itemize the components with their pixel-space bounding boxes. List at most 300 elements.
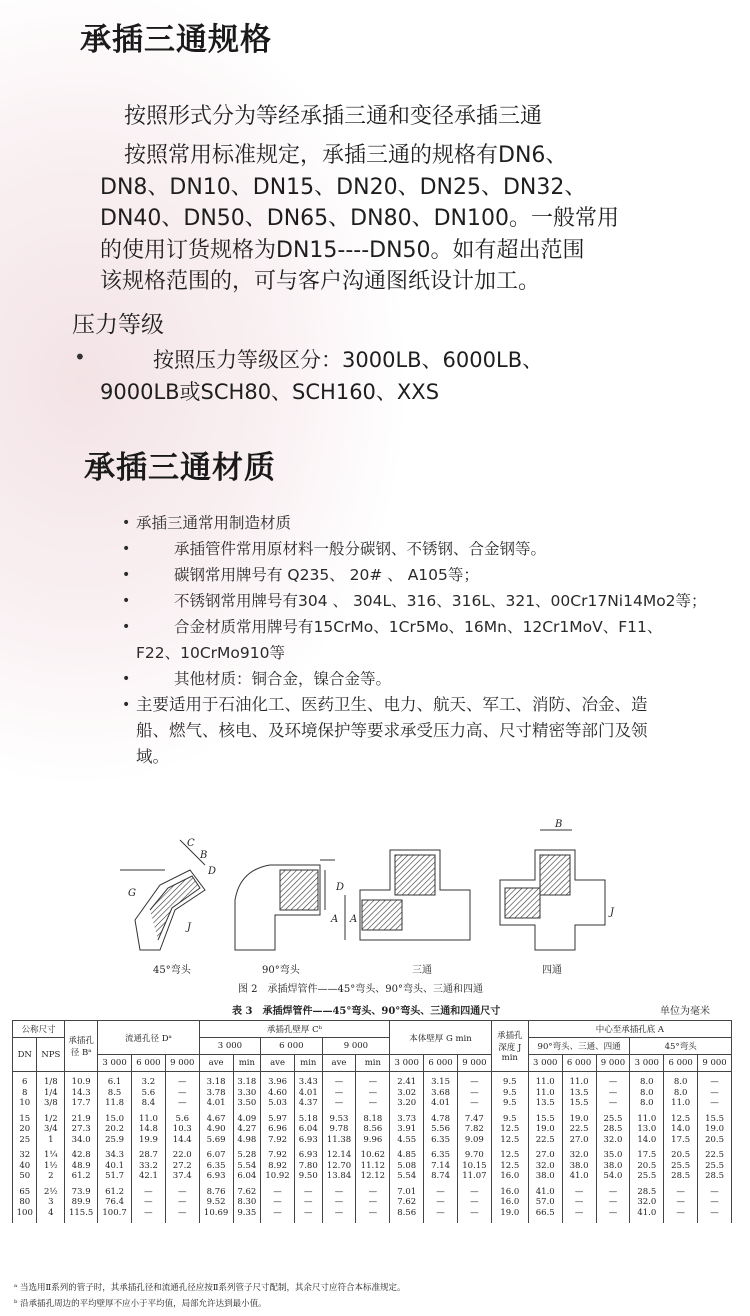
table-cell: 27.0 xyxy=(528,1150,562,1161)
table-cell: 15.5 xyxy=(562,1098,596,1109)
table-cell: 27.2 xyxy=(165,1161,199,1172)
table-cell: 25 xyxy=(13,1135,37,1146)
table-cell: 6.07 xyxy=(199,1150,233,1161)
drawing-panel xyxy=(0,790,750,1316)
table-cell: 7.01 xyxy=(390,1187,424,1198)
list-item-continuation: 船、燃气、核电、及环境保护等要求承受压力高、尺寸精密等部门及领 xyxy=(136,721,648,740)
table-row xyxy=(13,1171,732,1182)
table-cell: 13.5 xyxy=(562,1088,596,1099)
table-cell: 8.74 xyxy=(424,1171,458,1182)
pressure-line-1: 按照压力等级区分：3000LB、6000LB、 xyxy=(153,348,544,372)
label-a: A xyxy=(350,914,358,925)
table-cell: 8.30 xyxy=(233,1197,261,1208)
table-cell: — xyxy=(457,1098,491,1109)
table-cell: 7.47 xyxy=(457,1114,491,1125)
table-cell: 19.9 xyxy=(131,1135,165,1146)
table-cell: — xyxy=(596,1098,630,1109)
table-row xyxy=(13,1088,732,1099)
table-cell: 19.0 xyxy=(562,1114,596,1125)
table-cell: 5.69 xyxy=(199,1135,233,1146)
table-cell: 100.7 xyxy=(98,1208,132,1219)
table-cell: 4.01 xyxy=(199,1098,233,1109)
table-cell: 9.52 xyxy=(199,1197,233,1208)
table-cell: 4.09 xyxy=(233,1114,261,1125)
table-cell: 9.5 xyxy=(491,1088,528,1099)
table-cell: 4.27 xyxy=(233,1124,261,1135)
table-cell: 9.5 xyxy=(491,1077,528,1088)
table-cell: 20.2 xyxy=(98,1124,132,1135)
table-cell: 32.0 xyxy=(528,1161,562,1172)
table-cell: 6.93 xyxy=(199,1171,233,1182)
table-cell: 4.01 xyxy=(294,1088,322,1099)
table-row xyxy=(13,1114,732,1125)
table-body xyxy=(13,1072,732,1224)
label-j: J xyxy=(610,907,615,918)
table-unit: 单位为毫米 xyxy=(660,1006,710,1017)
table-cell: 42.8 xyxy=(65,1150,98,1161)
table-cell: 11.0 xyxy=(630,1114,664,1125)
table-cell: 17.7 xyxy=(65,1098,98,1109)
table-cell: 38.0 xyxy=(562,1161,596,1172)
table-cell: 12.5 xyxy=(664,1114,698,1125)
table-cell: 25.5 xyxy=(630,1171,664,1182)
table-cell: 5.28 xyxy=(233,1150,261,1161)
table-cell: — xyxy=(322,1088,356,1099)
table-cell: 11.07 xyxy=(457,1171,491,1182)
list-item: • 承插管件常用原材料一般分碳钢、不锈钢、合金钢等。 xyxy=(174,536,707,562)
table-cell: 34.3 xyxy=(98,1150,132,1161)
table-cell: — xyxy=(596,1187,630,1198)
list-item: • 不锈钢常用牌号有304 、 304L、316、316L、321、00Cr17Ni14Mo2等； xyxy=(174,588,707,614)
table-cell: 6.35 xyxy=(424,1150,458,1161)
table-cell: 37.4 xyxy=(165,1171,199,1182)
table-cell: 7.62 xyxy=(390,1197,424,1208)
table-cell: 4.90 xyxy=(199,1124,233,1135)
table-cell: 6.35 xyxy=(199,1161,233,1172)
table-cell: 4.55 xyxy=(390,1135,424,1146)
table-cell: 5.03 xyxy=(261,1098,295,1109)
table-cell: 42.1 xyxy=(131,1171,165,1182)
table-cell: 54.0 xyxy=(596,1171,630,1182)
table-cell: 3/4 xyxy=(37,1124,65,1135)
table-cell: 8.56 xyxy=(356,1124,390,1135)
table-cell: — xyxy=(596,1197,630,1208)
bullet-icon: • xyxy=(74,345,86,369)
table-cell: 7.92 xyxy=(261,1135,295,1146)
table-cell: 4.01 xyxy=(424,1098,458,1109)
table-cell: 51.7 xyxy=(98,1171,132,1182)
table-cell: 28.5 xyxy=(630,1187,664,1198)
table-cell: — xyxy=(165,1077,199,1088)
table-cell: 32 xyxy=(13,1150,37,1161)
table-cell: 5.08 xyxy=(390,1161,424,1172)
table-cell: — xyxy=(356,1208,390,1219)
table-cell: 1/4 xyxy=(37,1088,65,1099)
table-cell: 14.8 xyxy=(131,1124,165,1135)
table-cell: 9.5 xyxy=(491,1114,528,1125)
table-row xyxy=(13,1197,732,1208)
table-cell: 1½ xyxy=(37,1161,65,1172)
table-cell: 12.5 xyxy=(491,1150,528,1161)
table-cell: — xyxy=(424,1208,458,1219)
table-cell: 12.5 xyxy=(491,1161,528,1172)
table-cell: 19.0 xyxy=(528,1124,562,1135)
table-cell: — xyxy=(664,1208,698,1219)
table-cell: 19.0 xyxy=(491,1208,528,1219)
table-cell: 5.97 xyxy=(261,1114,295,1125)
table-cell: 21.9 xyxy=(65,1114,98,1125)
table-cell: 9.35 xyxy=(233,1208,261,1219)
table-cell: 8.0 xyxy=(630,1088,664,1099)
table-cell: — xyxy=(165,1208,199,1219)
table-cell: — xyxy=(562,1197,596,1208)
table-row xyxy=(13,1077,732,1088)
table-cell: — xyxy=(424,1187,458,1198)
table-cell: 5.54 xyxy=(233,1161,261,1172)
pressure-line-2: 9000LB或SCH80、SCH160、XXS xyxy=(100,380,440,404)
table-cell: 3.73 xyxy=(390,1114,424,1125)
table-cell: 4.85 xyxy=(390,1150,424,1161)
material-list xyxy=(112,510,707,770)
list-item: • 承插三通常用制造材质 xyxy=(136,510,669,536)
table-cell: 3.18 xyxy=(233,1077,261,1088)
table-cell: 22.5 xyxy=(562,1124,596,1135)
table-cell: 8.5 xyxy=(98,1088,132,1099)
table-cell: 7.62 xyxy=(233,1187,261,1198)
spec-line-6: 该规格范围的，可与客户沟通图纸设计加工。 xyxy=(100,269,541,294)
table-cell: 12.70 xyxy=(322,1161,356,1172)
table-cell: 28.5 xyxy=(698,1171,732,1182)
table-cell: 10.92 xyxy=(261,1171,295,1182)
table-cell: 38.0 xyxy=(528,1171,562,1182)
table-cell: 3.78 xyxy=(199,1088,233,1099)
table-cell: 33.2 xyxy=(131,1161,165,1172)
table-cell: 35.0 xyxy=(596,1150,630,1161)
table-cell: 9.53 xyxy=(322,1114,356,1125)
spec-line-2: 按照常用标准规定，承插三通的规格有DN6、 xyxy=(124,143,568,168)
table-cell: — xyxy=(322,1197,356,1208)
table-cell: — xyxy=(457,1197,491,1208)
table-cell: 3.43 xyxy=(294,1077,322,1088)
table-cell: 57.0 xyxy=(528,1197,562,1208)
table-title: 表 3 承插焊管件——45°弯头、90°弯头、三通和四通尺寸 xyxy=(232,1006,501,1017)
table-cell: 13.84 xyxy=(322,1171,356,1182)
table-cell: 65 xyxy=(13,1187,37,1198)
label-c: C xyxy=(187,838,195,849)
table-cell: 41.0 xyxy=(528,1187,562,1198)
table-cell: 3/8 xyxy=(37,1098,65,1109)
label-d: D xyxy=(336,882,345,893)
list-item: • 合金材质常用牌号有15CrMo、1Cr5Mo、16Mn、12Cr1MoV、F11、 xyxy=(174,614,707,640)
table-cell: 10.15 xyxy=(457,1161,491,1172)
table-cell: 8.4 xyxy=(131,1098,165,1109)
table-cell: 8.0 xyxy=(630,1098,664,1109)
table-row xyxy=(13,1124,732,1135)
table-cell: 28.5 xyxy=(596,1124,630,1135)
table-cell: — xyxy=(322,1098,356,1109)
spec-line-4: DN40、DN50、DN65、DN80、DN100。一般常用 xyxy=(100,206,619,231)
table-cell: 5.54 xyxy=(390,1171,424,1182)
table-row xyxy=(13,1187,732,1198)
table-cell: 14.0 xyxy=(664,1124,698,1135)
table-cell: — xyxy=(294,1187,322,1198)
table-cell: — xyxy=(356,1077,390,1088)
table-cell: 11.12 xyxy=(356,1161,390,1172)
table-cell: — xyxy=(356,1187,390,1198)
spec-line-1: 按照形式分为等经承插三通和变径承插三通 xyxy=(124,104,543,129)
list-item: • 主要适用于石油化工、医药卫生、电力、航天、军工、消防、冶金、造 xyxy=(136,692,669,718)
table-cell: 100 xyxy=(13,1208,37,1219)
label-b: B xyxy=(555,819,563,830)
table-cell: — xyxy=(261,1187,295,1198)
note-a: ᵃ 当选用Ⅱ系列的管子时，其承插孔径和流通孔径应按Ⅱ系列管子尺寸配制，其余尺寸应符合本标准规定。 xyxy=(14,1283,406,1293)
list-item-continuation: F22、10CrMo910等 xyxy=(136,644,285,662)
table-cell: 5.18 xyxy=(294,1114,322,1125)
fig-label-tee: 三通 xyxy=(412,965,432,976)
table-cell: 8.56 xyxy=(390,1208,424,1219)
table-cell: 6 xyxy=(13,1077,37,1088)
bullet-icon: • xyxy=(122,541,131,557)
table-cell: 48.9 xyxy=(65,1161,98,1172)
table-cell: — xyxy=(698,1208,732,1219)
table-cell: — xyxy=(131,1197,165,1208)
table-cell: 15 xyxy=(13,1114,37,1125)
table-cell: — xyxy=(356,1088,390,1099)
table-cell: 5.6 xyxy=(165,1114,199,1125)
bullet-icon: • xyxy=(122,593,131,609)
table-cell: — xyxy=(424,1197,458,1208)
table-cell: 11.0 xyxy=(528,1088,562,1099)
table-cell: 7.92 xyxy=(261,1150,295,1161)
table-cell: 25.5 xyxy=(664,1161,698,1172)
table-cell: — xyxy=(698,1088,732,1099)
table-cell: 27.3 xyxy=(65,1124,98,1135)
table-row xyxy=(13,1098,732,1109)
table-cell: 9.5 xyxy=(491,1098,528,1109)
table-cell: 6.04 xyxy=(233,1171,261,1182)
table-cell: — xyxy=(294,1197,322,1208)
list-item: • 其他材质：铜合金，镍合金等。 xyxy=(174,666,707,692)
table-cell: 20 xyxy=(13,1124,37,1135)
section-title-spec: 承插三通规格 xyxy=(80,22,272,58)
table-cell: 3 xyxy=(37,1197,65,1208)
table-cell: — xyxy=(131,1208,165,1219)
elbow-90-drawing xyxy=(235,860,335,950)
table-cell: — xyxy=(698,1098,732,1109)
table-cell: 3.20 xyxy=(390,1098,424,1109)
table-cell: 76.4 xyxy=(98,1197,132,1208)
table-cell: 4.67 xyxy=(199,1114,233,1125)
table-cell: 13.0 xyxy=(630,1124,664,1135)
table-cell: 40 xyxy=(13,1161,37,1172)
table-cell: 20.5 xyxy=(664,1150,698,1161)
table-cell: — xyxy=(698,1187,732,1198)
table-cell: — xyxy=(165,1187,199,1198)
table-cell: 14.4 xyxy=(165,1135,199,1146)
table-cell: 15.5 xyxy=(698,1114,732,1125)
table-cell: 28.5 xyxy=(664,1171,698,1182)
table-cell: 28.7 xyxy=(131,1150,165,1161)
table-cell: 10 xyxy=(13,1098,37,1109)
note-b: ᵇ 沿承插孔周边的平均壁厚不应小于平均值，局部允许达到最小值。 xyxy=(14,1299,267,1309)
table-cell: — xyxy=(294,1208,322,1219)
table-cell: 7.14 xyxy=(424,1161,458,1172)
table-cell: 8.92 xyxy=(261,1161,295,1172)
table-cell: 6.93 xyxy=(294,1135,322,1146)
table-cell: 2½ xyxy=(37,1187,65,1198)
table-cell: 27.0 xyxy=(562,1135,596,1146)
table-cell: 6.93 xyxy=(294,1150,322,1161)
table-cell: 10.69 xyxy=(199,1208,233,1219)
table-cell: 32.0 xyxy=(562,1150,596,1161)
bullet-icon: • xyxy=(122,671,131,687)
table-cell: 41.0 xyxy=(630,1208,664,1219)
table-cell: 32.0 xyxy=(596,1135,630,1146)
figure-caption: 图 2 承插焊管件——45°弯头、90°弯头、三通和四通 xyxy=(238,984,483,995)
table-cell: 4.37 xyxy=(294,1098,322,1109)
table-cell: 13.5 xyxy=(528,1098,562,1109)
table-cell: 25.9 xyxy=(98,1135,132,1146)
label-b: B xyxy=(200,850,208,861)
table-cell: 16.0 xyxy=(491,1187,528,1198)
table-cell: 5.56 xyxy=(424,1124,458,1135)
table-row xyxy=(13,1150,732,1161)
table-cell: 38.0 xyxy=(596,1161,630,1172)
table-cell: 3.96 xyxy=(261,1077,295,1088)
table-cell: 11.38 xyxy=(322,1135,356,1146)
list-item-continuation: 域。 xyxy=(136,747,169,766)
label-a: A xyxy=(331,914,339,925)
table-cell: 20.5 xyxy=(630,1161,664,1172)
tee-drawing xyxy=(345,850,470,940)
table-cell: — xyxy=(698,1197,732,1208)
table-cell: 12.5 xyxy=(491,1135,528,1146)
table-cell: — xyxy=(596,1208,630,1219)
table-cell: 7.80 xyxy=(294,1161,322,1172)
table-cell: — xyxy=(165,1197,199,1208)
table-cell: 19.0 xyxy=(698,1124,732,1135)
table-cell: — xyxy=(596,1077,630,1088)
table-cell: — xyxy=(131,1187,165,1198)
table-cell: — xyxy=(664,1187,698,1198)
table-cell: 3.91 xyxy=(390,1124,424,1135)
table-cell: — xyxy=(457,1077,491,1088)
table-cell: — xyxy=(261,1208,295,1219)
spec-line-3: DN8、DN10、DN15、DN20、DN25、DN32、 xyxy=(100,175,587,200)
table-cell: 15.0 xyxy=(98,1114,132,1125)
fig-label-90: 90°弯头 xyxy=(262,965,300,976)
table-cell: 10.3 xyxy=(165,1124,199,1135)
table-cell: — xyxy=(322,1077,356,1088)
table-cell: 3.68 xyxy=(424,1088,458,1099)
table-cell: 22.0 xyxy=(165,1150,199,1161)
table-notes xyxy=(14,1280,406,1312)
table-cell: 3.30 xyxy=(233,1088,261,1099)
table-cell: 17.5 xyxy=(664,1135,698,1146)
table-cell: 12.5 xyxy=(491,1124,528,1135)
table-cell: 2.41 xyxy=(390,1077,424,1088)
table-cell: — xyxy=(562,1208,596,1219)
table-cell: 4 xyxy=(37,1208,65,1219)
table-cell: 89.9 xyxy=(65,1197,98,1208)
table-cell: 10.9 xyxy=(65,1077,98,1088)
table-cell: 11.0 xyxy=(664,1098,698,1109)
spec-table: 公称尺寸 承插孔径 Bᵃ 流通孔径 Dᵃ 承插孔壁厚 Cᵇ 本体壁厚 G min 承插孔深度 J min 中心至承插孔底 A DN NPS 3 000 6 000 9 000 90°弯头、三通、四通 45°弯头 3 000 6 000 9 000 ave min ave min ave min 3 000 6 000 9 000 3 000 6 000 9 000 3 000 6 000 9 000 6 1/8 10.9 6.1 3.2 — 3.18 3.18 3.96 3.43 — — 2.41 3.15 — 9.5 11.0 11.0 — 8.0 8.0 — 8 1/4 14.3 8.5 5.6 — 3.78 3.30 4.60 4.01 — — 3.02 3.68 — 9.5 11.0 13.5 — 8.0 8.0 — 10 3/8 17.7 11.8 8.4 — 4.01 3.50 5.03 4.37 — — 3.20 4.01 — 9.5 13.5 15.5 — 8.0 11.0 — 15 1/2 21.9 15.0 11.0 5.6 4.67 4.09 5.97 5.18 9.53 8.18 3.73 4.78 7.47 9.5 15.5 19.0 25.5 11.0 12.5 15.5 20 3/4 27.3 20.2 14.8 10.3 4.90 4.27 6.96 6.04 9.78 8.56 3.91 5.56 7.82 12.5 19.0 22.5 28.5 13.0 14.0 19.0 25 1 34.0 25.9 19.9 14.4 5.69 4.98 7.92 6.93 11.38 9.96 4.55 6.35 9.09 12.5 22.5 27.0 32.0 14.0 17.5 20.5 32 1¼ 42.8 34.3 28.7 22.0 6.07 5.28 7.92 6.93 12.14 10.62 4.85 6.35 9.70 12.5 27.0 32.0 35.0 17.5 20.5 22.5 40 1½ 48.9 40.1 33.2 27.2 6.35 5.54 8.92 7.80 12.70 11.12 5.08 7.14 10.15 12.5 32.0 38.0 38.0 20.5 25.5 25.5 50 2 61.2 51.7 42.1 37.4 6.93 6.04 10.92 9.50 13.84 12.12 5.54 8.74 11.07 16.0 38.0 41.0 54.0 25.5 28.5 28.5 65 2½ 73.9 61.2 — — 8.76 7.62 — — — — 7.01 — — 16.0 41.0 — — 28.5 — — 80 3 89.9 76.4 — — 9.52 8.30 — — — — 7.62 — — 16.0 57.0 — — 32.0 — — 100 4 115.5 100.7 — — 10.69 9.35 — — — — 8.56 — — 19.0 66.5 — — 41.0 — — xyxy=(12,1020,732,1223)
bullet-icon: • xyxy=(122,697,131,713)
table-cell: 6.04 xyxy=(294,1124,322,1135)
table-cell: 34.0 xyxy=(65,1135,98,1146)
table-cell: 5.6 xyxy=(131,1088,165,1099)
table-cell: 25.5 xyxy=(698,1161,732,1172)
label-j: J xyxy=(187,922,192,933)
table-cell: 1 xyxy=(37,1135,65,1146)
table-cell: 14.0 xyxy=(630,1135,664,1146)
table-cell: 17.5 xyxy=(630,1150,664,1161)
table-cell: 3.02 xyxy=(390,1088,424,1099)
table-cell: 11.0 xyxy=(562,1077,596,1088)
table-cell: 22.5 xyxy=(528,1135,562,1146)
table-cell: 1/8 xyxy=(37,1077,65,1088)
table-cell: 11.0 xyxy=(528,1077,562,1088)
table-cell: 41.0 xyxy=(562,1171,596,1182)
bullet-icon: • xyxy=(122,619,131,635)
table-cell: — xyxy=(562,1187,596,1198)
table-cell: 8.76 xyxy=(199,1187,233,1198)
table-cell: — xyxy=(698,1077,732,1088)
table-cell: 4.78 xyxy=(424,1114,458,1125)
table-cell: 7.82 xyxy=(457,1124,491,1135)
table-cell: 80 xyxy=(13,1197,37,1208)
table-cell: 115.5 xyxy=(65,1208,98,1219)
table-cell: 9.78 xyxy=(322,1124,356,1135)
table-cell: 11.0 xyxy=(131,1114,165,1125)
table-cell: 8.0 xyxy=(664,1077,698,1088)
table-cell: 9.96 xyxy=(356,1135,390,1146)
table-cell: 61.2 xyxy=(65,1171,98,1182)
table-cell: — xyxy=(356,1098,390,1109)
table-cell: 10.62 xyxy=(356,1150,390,1161)
spec-line-5: 的使用订货规格为DN15----DN50。如有超出范围 xyxy=(100,238,585,263)
table-cell: 3.2 xyxy=(131,1077,165,1088)
table-cell: 20.5 xyxy=(698,1135,732,1146)
table-row xyxy=(13,1161,732,1172)
table-cell: 1/2 xyxy=(37,1114,65,1125)
table-cell: 9.09 xyxy=(457,1135,491,1146)
table-cell: 25.5 xyxy=(596,1114,630,1125)
table-cell: — xyxy=(165,1098,199,1109)
table-cell: 11.8 xyxy=(98,1098,132,1109)
table-cell: 8 xyxy=(13,1088,37,1099)
table-cell: 40.1 xyxy=(98,1161,132,1172)
label-g: G xyxy=(128,888,136,899)
table-cell: 8.0 xyxy=(630,1077,664,1088)
table-cell: 3.15 xyxy=(424,1077,458,1088)
table-cell: 73.9 xyxy=(65,1187,98,1198)
table-cell: 3.50 xyxy=(233,1098,261,1109)
pressure-heading: 压力等级 xyxy=(72,312,164,338)
table-row xyxy=(13,1208,732,1219)
table-cell: 1¼ xyxy=(37,1150,65,1161)
bullet-icon: • xyxy=(122,567,131,583)
fig-label-cross: 四通 xyxy=(542,965,562,976)
table-cell: 6.96 xyxy=(261,1124,295,1135)
table-cell: 50 xyxy=(13,1171,37,1182)
section-title-material: 承插三通材质 xyxy=(84,450,276,486)
table-row xyxy=(13,1135,732,1146)
table-cell: 9.70 xyxy=(457,1150,491,1161)
table-cell: 8.18 xyxy=(356,1114,390,1125)
table-cell: 12.12 xyxy=(356,1171,390,1182)
